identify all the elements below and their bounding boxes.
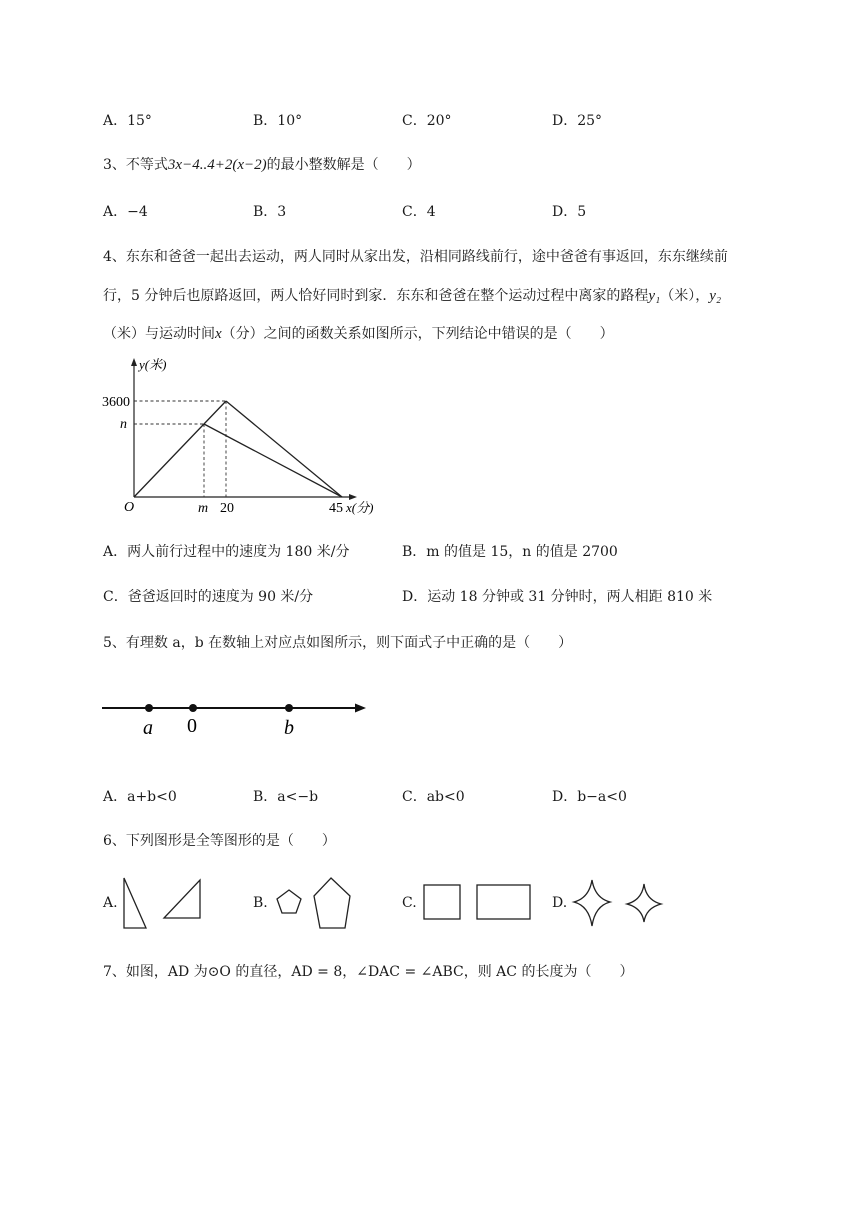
q4-line-2b: （米）， xyxy=(660,288,710,304)
q6-option-d-stars xyxy=(566,874,676,934)
q4-line-3 xyxy=(103,323,614,343)
y-axis-label: y(米) xyxy=(139,357,167,372)
q3-option-a: A．−4 xyxy=(103,204,148,220)
q4-option-a: A．两人前行过程中的速度为 180 米/分 xyxy=(103,544,350,560)
q4-y2: y₂ xyxy=(709,288,722,304)
pentagon-icon xyxy=(314,878,350,928)
y-tick-n: n xyxy=(120,417,127,432)
q2-option-d: D．25° xyxy=(552,113,603,129)
four-point-star-icon xyxy=(627,884,661,922)
number-line-arrow xyxy=(355,704,366,713)
q5-option-c: C．ab<0 xyxy=(402,789,465,805)
q6-option-c-rectangles xyxy=(420,880,540,930)
q7-stem: 7、如图，AD 为⊙O 的直径，AD = 8，∠DAC = ∠ABC，则 AC 的长度为（ ） xyxy=(103,964,634,980)
q4-distance-time-graph xyxy=(100,355,380,525)
q2-option-b: B．10° xyxy=(253,113,303,129)
q6-stem: 6、下列图形是全等图形的是（ ） xyxy=(103,833,336,849)
point-0-label: 0 xyxy=(187,715,197,737)
q4-option-c: C．爸爸返回时的速度为 90 米/分 xyxy=(103,589,314,605)
dongdong-outbound xyxy=(134,401,226,497)
point-a-dot xyxy=(145,704,153,712)
x-tick-20: 20 xyxy=(220,501,234,516)
rectangle-icon xyxy=(477,885,530,919)
q2-option-c: C．20° xyxy=(402,113,452,129)
dad-return xyxy=(204,424,342,497)
pentagon-icon xyxy=(277,890,301,913)
point-b-dot xyxy=(285,704,293,712)
q5-option-b: B．a<−b xyxy=(253,789,319,805)
q5-option-d: D．b−a<0 xyxy=(552,789,627,805)
q3-inequality: 3x−4..4+2(x−2) xyxy=(167,157,267,173)
q3-prefix: 3、不等式 xyxy=(103,157,168,173)
q4-line-3a: （米）与运动时间 xyxy=(103,326,215,342)
q6-option-a-triangles xyxy=(118,872,218,932)
q5-number-line xyxy=(100,690,380,740)
q6-option-b-label: B. xyxy=(253,895,268,911)
q4-option-b: B．m 的值是 15，n 的值是 2700 xyxy=(402,544,618,560)
q4-line-2 xyxy=(103,285,721,305)
q5-stem: 5、有理数 a，b 在数轴上对应点如图所示，则下面式子中正确的是（ ） xyxy=(103,635,573,651)
q2-option-a: A．15° xyxy=(103,113,152,129)
x-axis-label: x(分) xyxy=(346,500,374,515)
dongdong-return xyxy=(226,401,342,497)
q6-option-a-label: A. xyxy=(103,895,118,911)
q6-option-b-pentagons xyxy=(268,872,378,932)
y-tick-3600: 3600 xyxy=(102,395,130,410)
q4-line-2a: 行，5 分钟后也原路返回，两人恰好同时到家．东东和爸爸在整个运动过程中离家的路程 xyxy=(103,288,649,304)
q6-option-c-label: C. xyxy=(402,895,417,911)
x-tick-m: m xyxy=(198,501,209,516)
q4-line-3b: （分）之间的函数关系如图所示，下列结论中错误的是（ ） xyxy=(221,326,614,342)
four-point-star-icon xyxy=(574,880,610,926)
origin-label: O xyxy=(124,500,135,515)
q5-option-a: A．a+b<0 xyxy=(103,789,177,805)
x-tick-45: 45 xyxy=(329,501,343,516)
q4-option-d: D．运动 18 分钟或 31 分钟时，两人相距 810 米 xyxy=(402,589,713,605)
square-icon xyxy=(424,885,460,919)
point-a-label: a xyxy=(143,717,153,739)
y-axis-arrow xyxy=(131,358,137,366)
q3-option-c: C．4 xyxy=(402,204,436,220)
q3-option-d: D．5 xyxy=(552,204,587,220)
q3-suffix: 的最小整数解是（ ） xyxy=(266,157,421,173)
right-triangle-icon xyxy=(164,880,200,918)
point-0-dot xyxy=(189,704,197,712)
q4-x: x xyxy=(215,326,222,342)
point-b-label: b xyxy=(284,717,294,739)
q3-stem xyxy=(103,154,421,174)
right-triangle-icon xyxy=(124,878,146,928)
q4-y1: y₁ xyxy=(648,288,661,304)
q3-option-b: B．3 xyxy=(253,204,287,220)
q4-line-1: 4、东东和爸爸一起出去运动，两人同时从家出发，沿相同路线前行，途中爸爸有事返回，东东继续前 xyxy=(103,249,728,265)
q6-option-d-label: D. xyxy=(552,895,568,911)
